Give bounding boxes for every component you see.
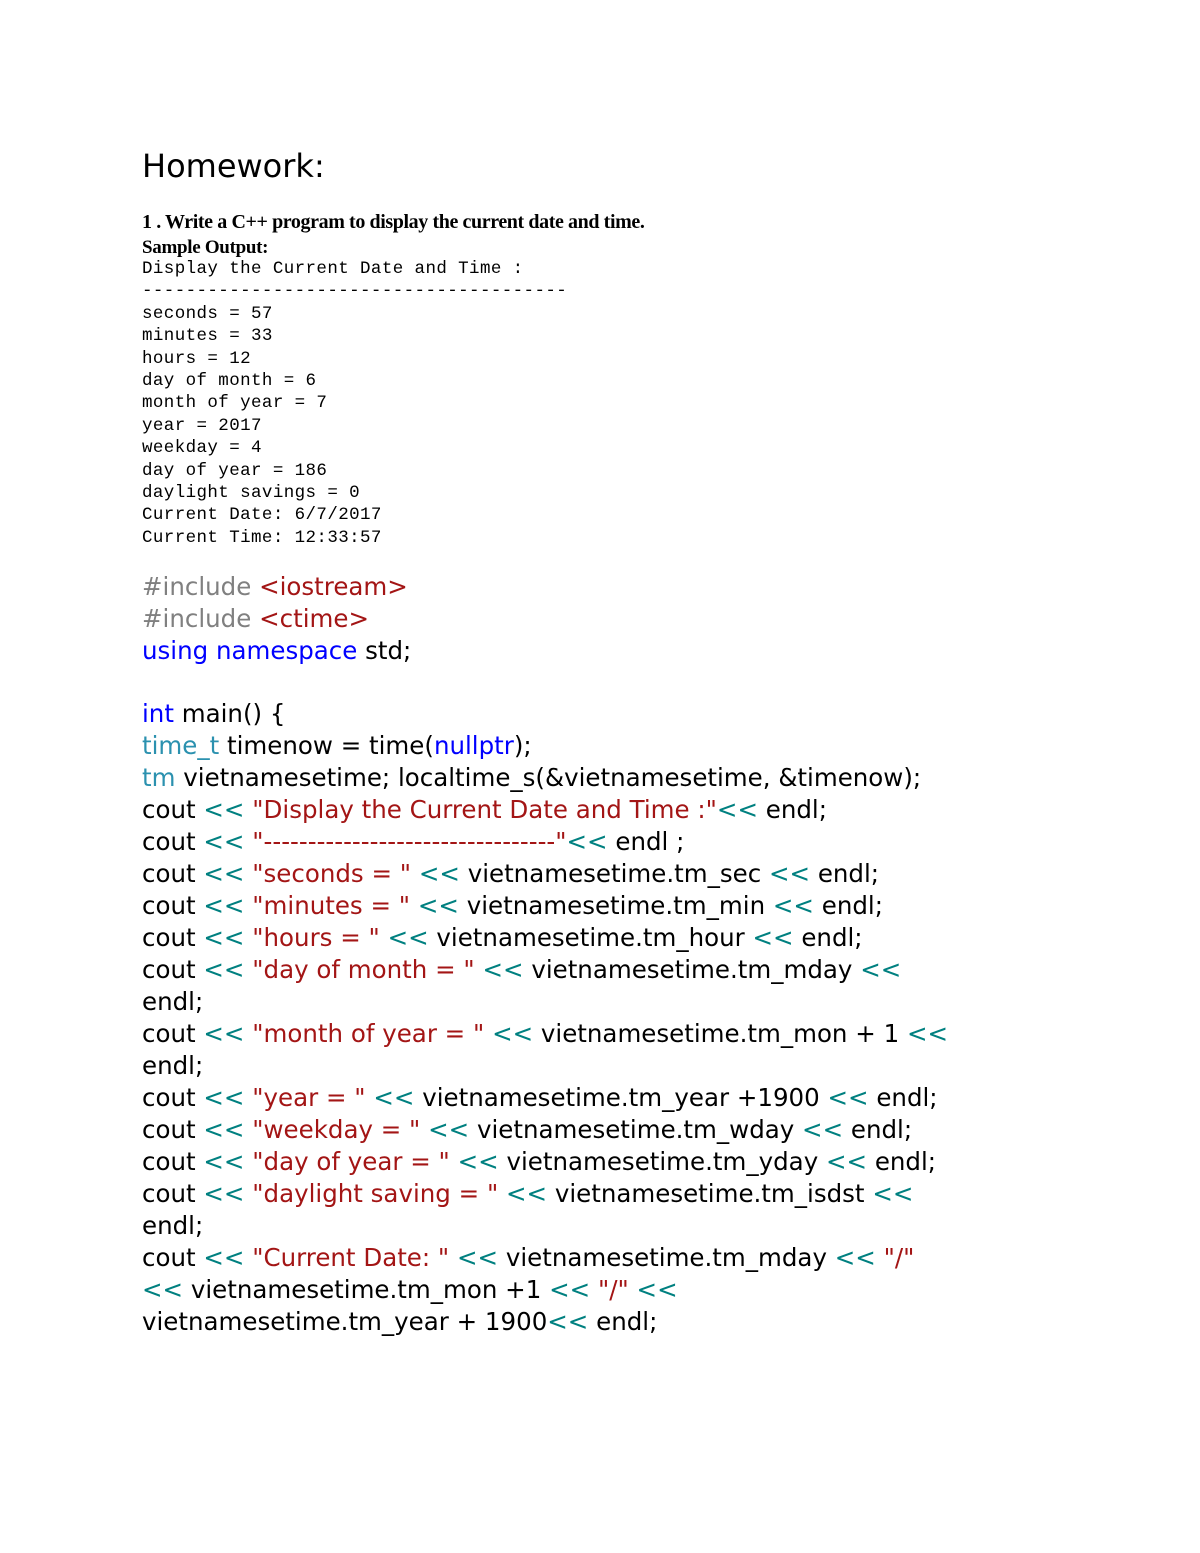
sample-output-line: Display the Current Date and Time :: [142, 259, 524, 279]
code-token: <<: [457, 1147, 499, 1176]
sample-output-line: minutes = 33: [142, 326, 273, 347]
code-token: <<: [768, 859, 811, 888]
code-token: <<: [203, 955, 245, 984]
code-token: "Display the Current Date and Time :": [252, 795, 717, 824]
code-token: vietnamesetime; localtime_s(&vietnamesetime, &timenow);: [175, 763, 922, 792]
code-token: <<: [418, 859, 460, 888]
code-token: <<: [203, 1019, 245, 1048]
code-token: <<: [203, 1243, 245, 1272]
sample-output-line: Current Time: 12:33:57: [142, 527, 382, 548]
code-token: "---------------------------------": [252, 827, 567, 856]
code-token: <<: [457, 1243, 499, 1272]
sample-output-line: daylight savings = 0: [142, 482, 361, 503]
code-token: cout: [142, 795, 204, 824]
code-token: endl ;: [607, 827, 685, 856]
sample-output-line: weekday = 4: [142, 438, 262, 459]
code-token: <<: [203, 923, 245, 952]
code-line: [142, 954, 948, 986]
code-token: endl;: [810, 859, 880, 888]
code-token: cout: [142, 827, 204, 856]
sample-output-line: month of year = 7: [142, 393, 328, 414]
code-token: <<: [566, 827, 608, 856]
code-token: endl;: [868, 1083, 938, 1112]
code-token: endl;: [757, 795, 827, 824]
code-token: [629, 1275, 637, 1304]
code-token: "day of year = ": [252, 1147, 450, 1176]
sample-output-line: day of month = 6: [142, 370, 317, 391]
code-token: <ctime>: [259, 604, 369, 633]
code-token: cout: [142, 859, 204, 888]
code-line: [142, 890, 948, 922]
code-token: cout: [142, 1115, 204, 1144]
code-token: vietnamesetime.tm_sec: [459, 859, 769, 888]
code-token: endl;: [867, 1147, 937, 1176]
sample-output-line: day of year = 186: [142, 460, 328, 481]
code-line: [142, 603, 948, 635]
code-token: <<: [203, 795, 245, 824]
sample-output-label: Sample Output:: [142, 237, 269, 258]
code-token: cout: [142, 1019, 204, 1048]
code-line: [142, 1018, 948, 1050]
code-token: [411, 859, 419, 888]
code-token: main() {: [173, 699, 286, 728]
code-token: <<: [203, 891, 245, 920]
code-line: [142, 762, 948, 794]
code-token: [450, 1147, 458, 1176]
code-line: [142, 1050, 948, 1082]
code-token: <<: [203, 827, 245, 856]
code-token: vietnamesetime.tm_mon +1: [183, 1275, 550, 1304]
code-token: <<: [203, 1083, 245, 1112]
code-token: <<: [716, 795, 758, 824]
code-token: <<: [549, 1275, 591, 1304]
code-token: tm: [142, 763, 176, 792]
code-token: using: [142, 636, 209, 665]
code-token: int: [142, 699, 174, 728]
code-token: <<: [142, 1275, 184, 1304]
code-token: vietnamesetime.tm_isdst: [547, 1179, 873, 1208]
code-token: "year = ": [252, 1083, 366, 1112]
code-token: [449, 1243, 457, 1272]
code-token: namespace: [215, 636, 358, 665]
code-token: <<: [203, 1115, 245, 1144]
code-token: [208, 636, 216, 665]
code-token: <<: [906, 1019, 949, 1048]
code-token: <<: [492, 1019, 534, 1048]
code-token: "/": [883, 1243, 915, 1272]
code-token: vietnamesetime.tm_min: [458, 891, 773, 920]
code-line: [142, 635, 948, 667]
code-token: vietnamesetime.tm_hour: [428, 923, 753, 952]
code-token: [420, 1115, 428, 1144]
code-token: timenow = time(: [219, 731, 434, 760]
code-token: "daylight saving = ": [252, 1179, 499, 1208]
code-token: <<: [203, 1179, 245, 1208]
code-token: <<: [752, 923, 794, 952]
code-token: [380, 923, 388, 952]
code-block: [142, 571, 948, 1338]
code-token: <<: [547, 1307, 589, 1336]
code-line: [142, 826, 948, 858]
code-token: #include: [142, 572, 260, 601]
code-token: endl;: [142, 1211, 204, 1240]
code-token: <<: [428, 1115, 470, 1144]
code-token: cout: [142, 891, 204, 920]
code-token: <<: [860, 955, 902, 984]
code-token: <<: [827, 1083, 869, 1112]
code-token: <<: [872, 1179, 914, 1208]
code-token: vietnamesetime.tm_year +1900: [414, 1083, 828, 1112]
code-token: time_t: [142, 731, 220, 760]
sample-output-line: hours = 12: [142, 348, 252, 369]
code-line: [142, 571, 948, 603]
code-token: endl;: [142, 1051, 204, 1080]
code-token: <<: [636, 1275, 678, 1304]
code-token: <<: [203, 1147, 245, 1176]
code-token: vietnamesetime.tm_mon + 1: [533, 1019, 907, 1048]
code-token: [876, 1243, 884, 1272]
code-token: "day of month = ": [252, 955, 475, 984]
code-line: [142, 1082, 948, 1114]
code-token: "minutes = ": [252, 891, 411, 920]
code-token: "weekday = ": [252, 1115, 421, 1144]
code-token: nullptr: [433, 731, 514, 760]
code-line: [142, 1114, 948, 1146]
sample-output-block: [142, 258, 567, 549]
code-line: [142, 1146, 948, 1178]
code-token: "seconds = ": [252, 859, 412, 888]
code-token: [590, 1275, 598, 1304]
page-heading: Homework:: [142, 147, 325, 185]
sample-output-line: ---------------------------------------: [142, 281, 568, 302]
code-line: [142, 1178, 948, 1210]
code-line: [142, 794, 948, 826]
code-token: #include: [142, 604, 260, 633]
code-token: endl;: [813, 891, 883, 920]
code-line: [142, 698, 948, 730]
code-token: <<: [506, 1179, 548, 1208]
code-line: [142, 1306, 948, 1338]
code-token: [484, 1019, 492, 1048]
code-token: "hours = ": [252, 923, 380, 952]
code-token: vietnamesetime.tm_yday: [498, 1147, 826, 1176]
sample-output-line: seconds = 57: [142, 303, 273, 324]
code-token: "month of year = ": [252, 1019, 485, 1048]
code-token: <<: [387, 923, 429, 952]
code-line: [142, 1274, 948, 1306]
code-token: cout: [142, 955, 204, 984]
code-token: cout: [142, 1083, 204, 1112]
code-token: [410, 891, 418, 920]
code-token: <<: [772, 891, 814, 920]
code-token: endl;: [588, 1307, 658, 1336]
code-line: [142, 1242, 948, 1274]
code-token: <<: [417, 891, 459, 920]
code-line: [142, 730, 948, 762]
code-line: [142, 986, 948, 1018]
code-token: "Current Date: ": [252, 1243, 450, 1272]
code-token: <<: [482, 955, 524, 984]
code-token: "/": [597, 1275, 629, 1304]
code-token: cout: [142, 1179, 204, 1208]
code-token: cout: [142, 923, 204, 952]
code-token: <iostream>: [259, 572, 408, 601]
code-token: vietnamesetime.tm_mday: [498, 1243, 835, 1272]
code-token: vietnamesetime.tm_year + 1900: [142, 1307, 548, 1336]
code-token: std;: [357, 636, 412, 665]
code-token: [498, 1179, 506, 1208]
code-token: vietnamesetime.tm_wday: [469, 1115, 803, 1144]
code-token: <<: [373, 1083, 415, 1112]
code-line: [142, 858, 948, 890]
code-token: cout: [142, 1243, 204, 1272]
sample-output-line: Current Date: 6/7/2017: [142, 505, 382, 526]
code-blank-line: [142, 667, 948, 698]
code-token: <<: [834, 1243, 876, 1272]
code-token: endl;: [793, 923, 863, 952]
code-line: [142, 1210, 948, 1242]
sample-output-line: year = 2017: [142, 415, 262, 436]
code-token: );: [513, 731, 532, 760]
question-text: 1 . Write a C++ program to display the current date and time.: [142, 211, 645, 233]
code-token: endl;: [843, 1115, 913, 1144]
code-token: <<: [825, 1147, 868, 1176]
code-token: cout: [142, 1147, 204, 1176]
code-token: <<: [203, 859, 245, 888]
code-line: [142, 922, 948, 954]
code-token: <<: [802, 1115, 844, 1144]
code-token: endl;: [142, 987, 204, 1016]
code-token: vietnamesetime.tm_mday: [523, 955, 861, 984]
